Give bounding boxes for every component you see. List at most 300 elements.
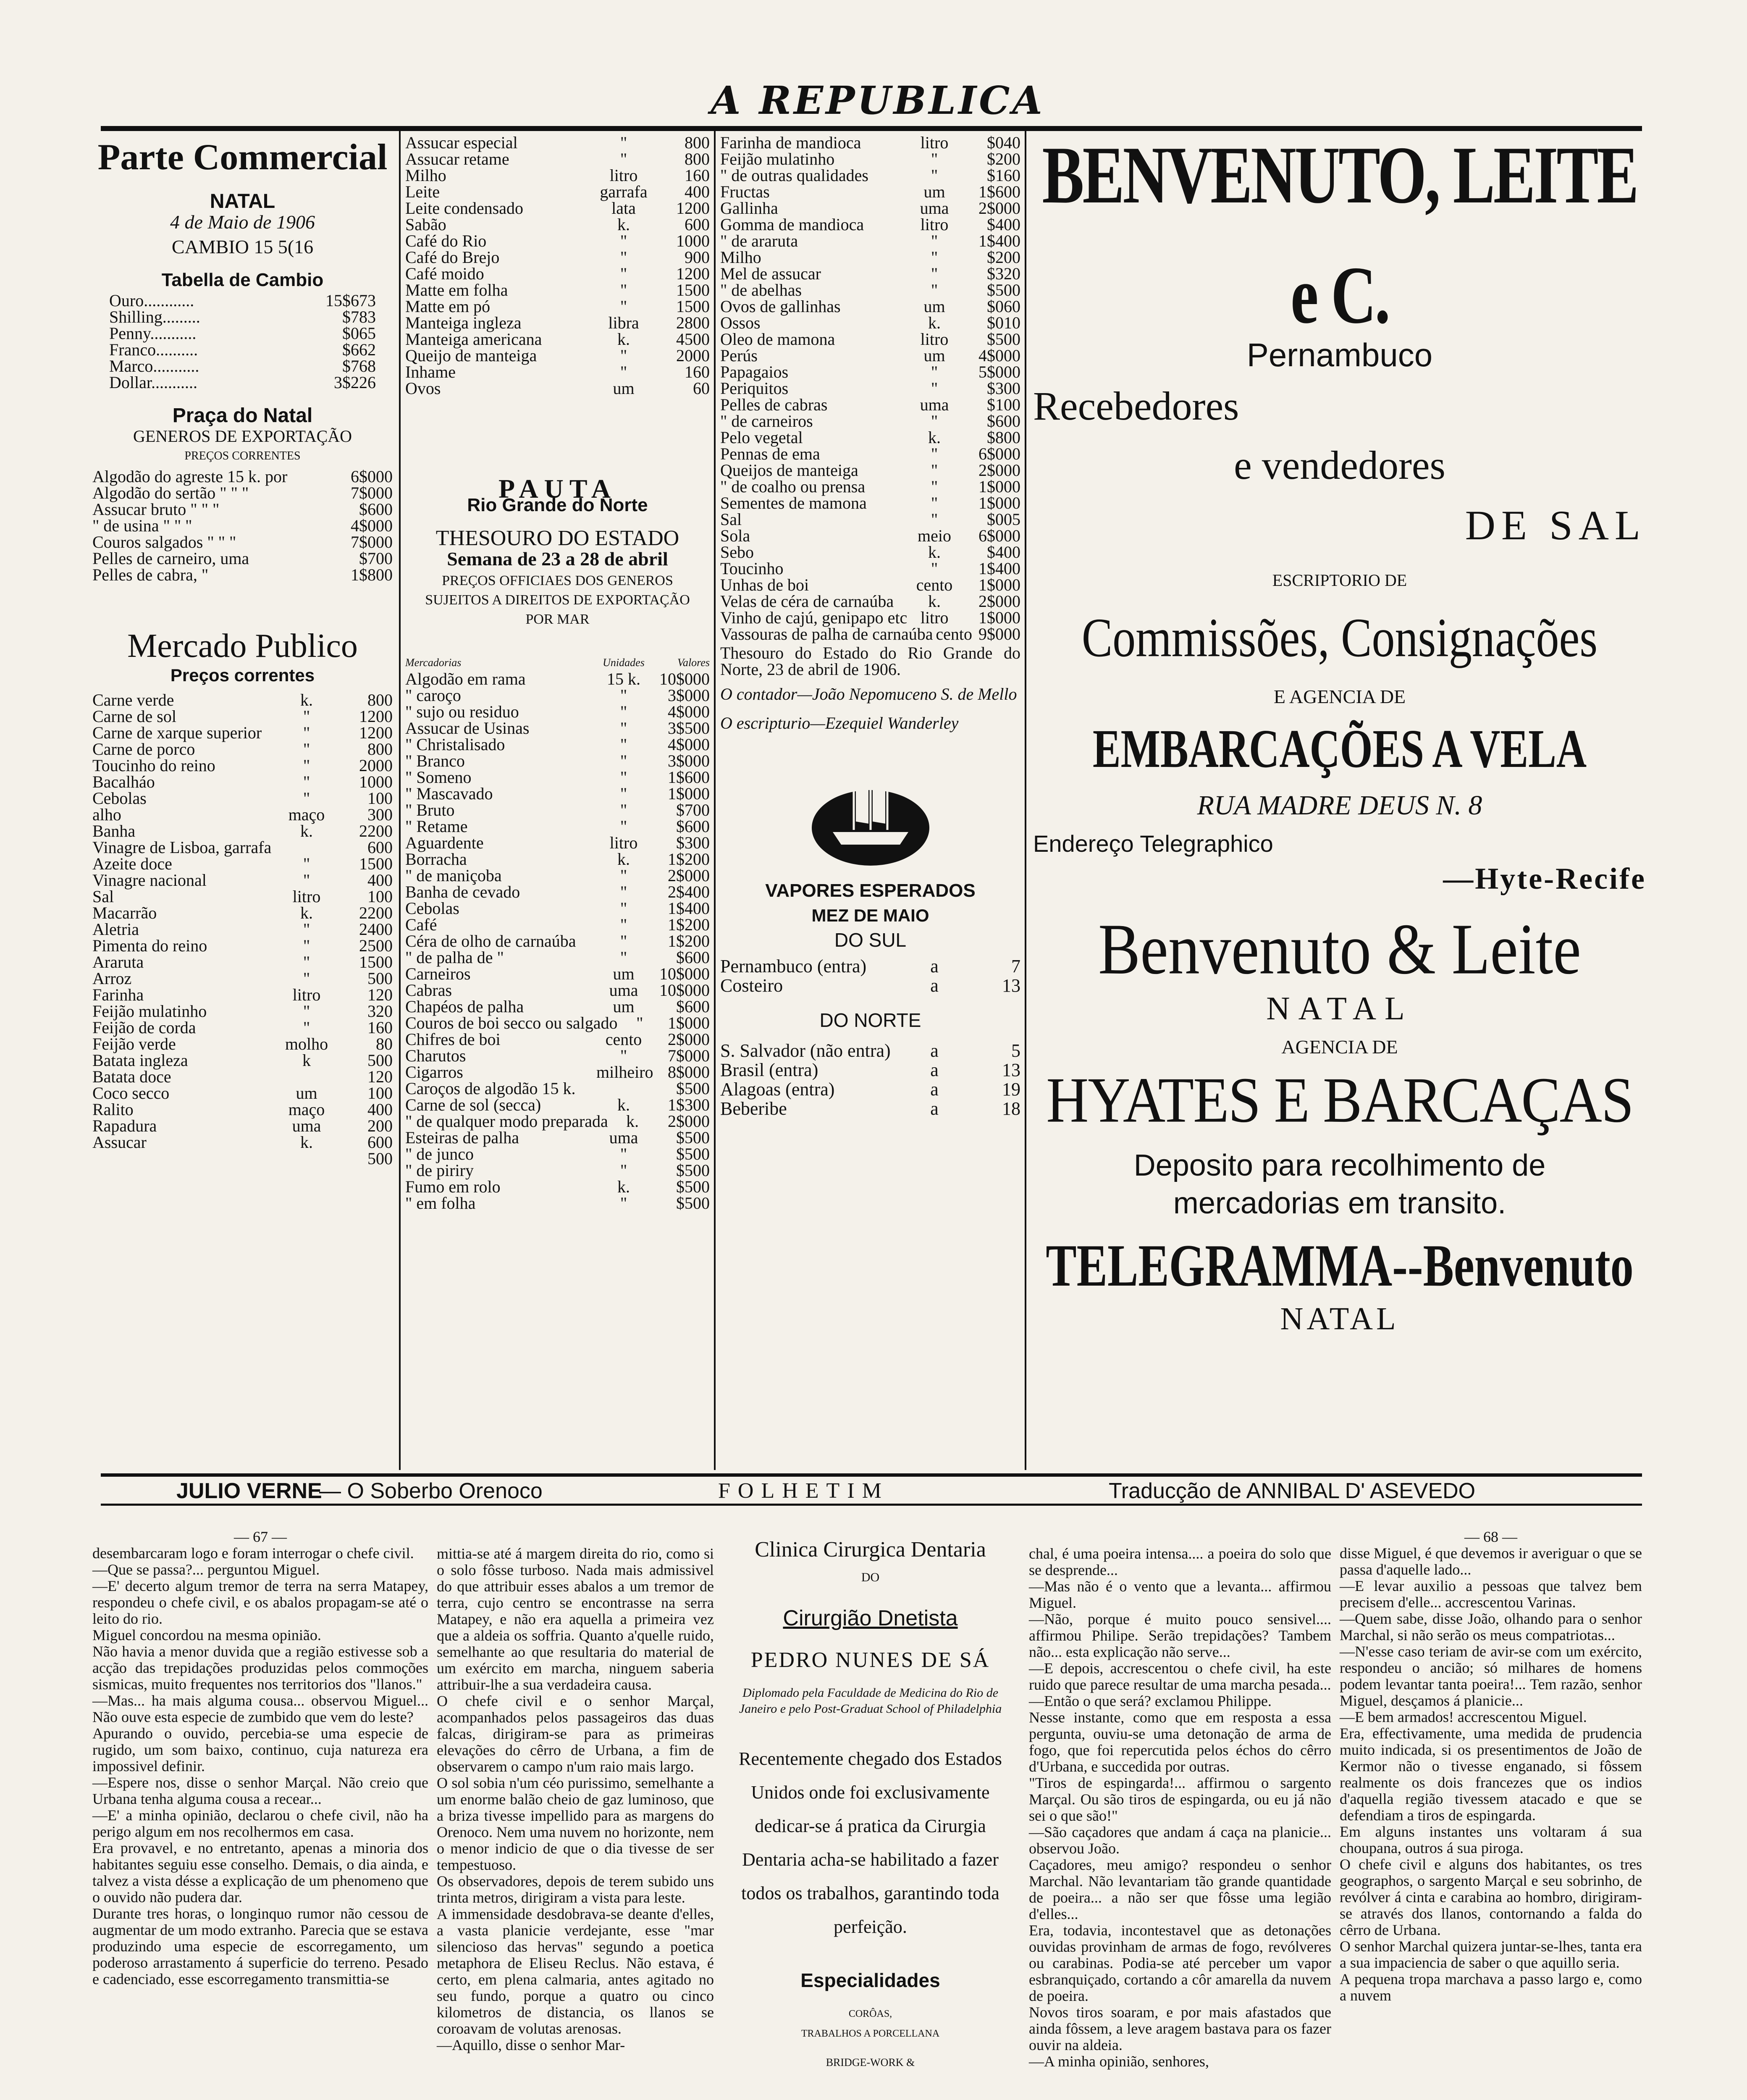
item-price: $300 [676,833,710,852]
item-unit: um [613,379,635,398]
item-unit: um [613,997,635,1016]
item-unit: um [613,964,635,983]
price-row [92,468,393,485]
thesouro-note: Thesouro do Estado do Rio Grande do Norte, 23 de abril de 1906. [720,643,1020,679]
item-unit: " [620,915,627,934]
column-vapores [720,134,1020,1470]
item-price: 200 [367,1116,393,1135]
price-row [92,1134,393,1150]
item-name: Periquitos [720,379,789,398]
item-unit: " [620,882,627,901]
item-unit: " [620,932,627,950]
export-value: $700 [359,549,393,568]
page-68: — 68 — [1464,1528,1517,1545]
pauta-table [405,671,710,1211]
item-unit: k. [617,215,630,234]
item-unit: " [620,150,627,168]
item-name: " de piriry [405,1161,474,1180]
sul-list [720,957,1020,995]
item-unit [279,1150,334,1167]
export-value: 7$000 [351,483,393,502]
item-unit: litro [920,608,949,627]
item-price: 1$400 [978,559,1020,578]
item-name: Inhame [405,362,456,381]
item-price: 1500 [676,297,710,316]
item-price: $500 [676,1128,710,1147]
price-row [405,785,710,802]
item-name: Sementes de mamona [720,494,867,512]
item-price: 4500 [676,330,710,349]
price-row [405,818,710,835]
price-row [92,1118,393,1134]
coroas: CORÔAS, [848,2008,892,2019]
item-unit: k. [617,330,630,349]
price-row [405,1080,710,1097]
price-row [405,720,710,736]
price-row [720,609,1020,626]
item-unit: " [303,723,310,742]
price-row [720,626,1020,642]
item-unit: litro [920,215,949,234]
ad-telegraphico: —Hyte-Recife [1443,862,1646,895]
item-price: 1000 [676,231,710,250]
dentist-ad [720,1529,1020,2100]
item-price: 500 [367,969,393,988]
export-name: Assucar bruto " " " [92,500,220,519]
item-unit: " [620,281,627,299]
arrival-label: a [930,1040,939,1061]
item-name: Perús [720,346,758,365]
tabela-title: Tabella de Cambio [161,270,324,290]
price-row [92,888,393,905]
price-row [92,1052,393,1068]
price-row [405,736,710,753]
cambio: CAMBIO 15 5(16 [171,236,314,257]
item-unit: " [620,768,627,787]
price-row [405,1113,710,1129]
price-row [92,692,393,708]
do: DO [861,1570,880,1584]
item-name: Assucar [92,1133,147,1152]
item-name: " de qualquer modo preparada [405,1112,608,1131]
price-row [92,954,393,970]
price-row [92,567,393,583]
export-prices [92,468,393,583]
item-name: " sujo ou residuo [405,702,519,721]
item-price: 2$000 [978,199,1020,218]
item-price: $040 [987,133,1020,152]
price-row [405,315,710,331]
item-price: $320 [987,264,1020,283]
item-price: $005 [987,510,1020,529]
diplomado: Diplomado pela Faculdade de Medicina do Rio de Janeiro e pelo Post-Graduat School of Philadelphia [739,1686,1002,1716]
price-row [405,802,710,818]
item-price: $400 [987,543,1020,562]
item-unit: " [620,784,627,803]
arrival-label: a [930,1098,939,1119]
item-unit: k. [617,850,630,869]
item-price: 2$000 [978,461,1020,480]
item-name: Sal [92,887,114,906]
currency-name: Ouro............ [109,291,194,310]
price-row [92,1036,393,1052]
ad-telegramma: TELEGRAMMA--Benvenuto [1046,1232,1634,1299]
export-name: Algodão do agreste 15 k. por [92,467,288,486]
item-unit: molho [285,1034,328,1053]
price-row [109,309,376,325]
price-row [405,364,710,380]
item-unit: " [931,559,938,578]
grocery-prices [405,134,710,396]
item-price: $400 [987,215,1020,234]
item-price: 400 [367,1100,393,1119]
item-unit: " [620,362,627,381]
item-unit: litro [292,985,321,1004]
vapores-title: VAPORES ESPERADOS [765,880,976,901]
item-price: 100 [367,789,393,808]
price-row [92,1085,393,1101]
item-unit: " [620,133,627,152]
price-row [405,687,710,704]
folhetim-label: FOLHETIM [718,1479,889,1503]
item-name: " de maniçoba [405,866,502,885]
item-price: 500 [367,1051,393,1070]
price-row [405,867,710,884]
item-price: $600 [676,997,710,1016]
cirurgiao: Cirurgião Dnetista [783,1606,958,1630]
item-unit [279,1068,334,1085]
item-unit: 15 k. [607,669,640,688]
ad-escriptorio: ESCRIPTORIO DE [1272,571,1407,590]
price-row [92,741,393,757]
item-unit: " [931,166,938,185]
page-67: — 67 — [234,1528,287,1545]
price-row [720,134,1020,151]
price-row [109,292,376,309]
item-name: Pelles de cabras [720,395,828,414]
item-unit: cento [916,575,953,594]
novel-text: desembarcaram logo e foram interrogar o chefe civil. —Que se passa?... perguntou Miguel. —E' decerto algum tremor de terra na serra Matapey, respondeu o chefe civil, e os abalos propagam-se até o leito do rio. Miguel concordou na mesma opinião. Não havia a menor duvida que a região estivesse sob a acção das trepidações produzidas pelos commoções sismicas, muito frequentes nos territorios dos "llanos." —Mas... ha mais alguma cousa... observou Miguel... Não ouve esta especie de zumbido que vem do leste? Apurando o ouvido, percebia-se uma especie de rugido, um som baixo, continuo, cuja natureza era impossivel definir. —Espere nos, disse o senhor Marçal. Não creio que Urbana tenha alguma cousa a recear... —E' a minha opinião, declarou o chefe civil, não ha perigo algum em nos recolhermos em casa. Era provavel, e no entretanto, apenas a minoria dos habitantes seguiu esse conselho. Demais, o dia ainda, e talvez a vista désse a explicação de um phenomeno que o ouvido não pudera dar. Durante tres horas, o longinquo rumor não cessou de augmentar de um modo extranho. Parecia que se estava produzindo uma especie de escorregamento, um poderoso arrastamento á superficie do terreno. Pesado e cadenciado, esse escorregamento transmittia-se [92,1545,428,1987]
item-unit: cento [936,625,972,643]
item-price: 300 [367,805,393,824]
price-row [92,970,393,987]
item-name: Papagaios [720,362,789,381]
price-row [405,1179,710,1195]
item-name: Couros de boi secco ou salgado [405,1013,618,1032]
item-unit: " [931,281,938,299]
export-name: Pelles de carneiro, uma [92,549,249,568]
item-name: Matte em pó [405,297,491,316]
item-price: 1$000 [978,608,1020,627]
item-unit: k. [626,1112,639,1131]
item-name: Cigarros [405,1063,463,1082]
item-name [92,1150,279,1167]
price-row [92,905,393,921]
item-price: 8$000 [668,1063,710,1082]
currency-value: $065 [342,324,376,343]
arrival-day: 13 [1002,975,1020,996]
item-name: " de palha de " [405,948,504,967]
item-unit: " [620,1194,627,1213]
item-unit: " [620,264,627,283]
export-name: Couros salgados " " " [92,533,236,551]
item-name: Gallinha [720,199,778,218]
item-name: Charutos [405,1046,466,1065]
price-row [720,233,1020,249]
item-price: 800 [367,690,393,709]
thesouro: THESOURO DO ESTADO [435,526,679,550]
item-price: 3$000 [668,751,710,770]
item-price: 120 [367,1067,393,1086]
item-unit: k. [928,592,941,611]
item-name: Assucar de Usinas [405,719,530,738]
col-divider [399,126,401,1470]
price-row [405,1064,710,1080]
price-row [405,380,710,396]
item-unit: " [620,1161,627,1180]
price-row [405,1129,710,1146]
item-unit: " [620,719,627,738]
price-row [405,1162,710,1179]
item-name: alho [92,805,121,824]
price-row [405,916,710,933]
item-name: Sola [720,526,750,545]
price-row [109,341,376,358]
folhetim-col-2 [437,1546,714,2100]
item-name: Carne de sol (secca) [405,1095,541,1114]
price-row [92,550,393,567]
praca-title: Praça do Natal [172,404,313,427]
ad-agencia2: AGENCIA DE [1281,1036,1398,1058]
item-price: $700 [676,801,710,819]
item-unit: " [303,936,310,955]
price-row [720,396,1020,413]
item-unit: lata [611,199,636,218]
item-unit: um [923,297,945,316]
item-name: Feijão mulatinho [92,1002,207,1021]
ad-natal: NATAL [1266,990,1413,1026]
semana: Semana de 23 a 28 de abril [447,548,668,570]
item-name: Carne verde [92,690,174,709]
item-name: " Christalisado [405,735,505,754]
item-price: 900 [685,248,710,267]
item-price: 10$000 [659,669,710,688]
item-name: " Bruto [405,801,455,819]
item-price: 2$000 [668,1030,710,1049]
item-name: Ovos [405,379,441,398]
item-unit: " [303,854,310,873]
item-price: $600 [676,817,710,836]
item-price: 2$000 [978,592,1020,611]
do-norte: DO NORTE [819,1009,921,1031]
item-unit: maço [288,805,325,824]
currency-value: 15$673 [325,291,376,310]
arrival-label: a [930,1060,939,1080]
item-price: 800 [685,133,710,152]
price-row [720,315,1020,331]
price-row [405,851,710,867]
price-row [92,501,393,517]
item-unit [596,1080,651,1097]
item-unit: uma [920,395,949,414]
item-name: Velas de céra de carnaúba [720,592,894,611]
item-name: Ossos [720,313,761,332]
item-name: " Someno [405,768,472,787]
price-row [720,200,1020,216]
item-price: 4$000 [668,702,710,721]
date: 4 de Maio de 1906 [170,211,315,233]
ad-vendedores: e vendedores [1234,443,1445,488]
item-name: Gomma de mandioca [720,215,864,234]
price-row [720,462,1020,478]
price-row [405,216,710,233]
item-price: 1$000 [978,494,1020,512]
export-name: Pelles de cabra, " [92,565,209,584]
ship-name: Costeiro [720,975,783,996]
item-unit: " [931,379,938,398]
item-name: Ralito [92,1100,134,1119]
item-unit: " [620,1046,627,1065]
item-price: 1$600 [978,182,1020,201]
item-unit: " [303,789,310,808]
col-divider [1025,126,1026,1470]
item-unit: k. [928,543,941,562]
item-price: 1500 [676,281,710,299]
item-name: Manteiga ingleza [405,313,522,332]
item-price: 500 [367,1149,393,1168]
item-name: " caroço [405,686,461,705]
item-price: 400 [685,182,710,201]
price-row [405,1146,710,1162]
item-price: 1200 [359,707,393,726]
item-unit: " [620,248,627,267]
item-price: 160 [685,362,710,381]
dentist-name: PEDRO NUNES DE SÁ [750,1648,990,1672]
bridge-work: BRIDGE-WORK & [826,2056,915,2068]
item-name: Farinha de mandioca [720,133,861,152]
price-row [720,1060,1020,1080]
item-name: Cebolas [405,899,459,918]
item-unit: " [303,920,310,939]
item-price: 1000 [359,772,393,791]
item-price: 1$200 [668,850,710,869]
item-unit: garrafa [600,182,648,201]
item-unit: " [620,817,627,836]
currency-value: $662 [342,340,376,359]
item-unit: uma [920,199,949,218]
item-unit: uma [609,981,638,1000]
item-unit: milheiro [596,1063,653,1082]
price-row [720,298,1020,315]
item-unit: " [303,772,310,791]
item-price: 100 [367,887,393,906]
price-row [405,347,710,364]
folhetim-col-1 [92,1529,428,2100]
folhetim-col-3 [1029,1546,1331,2100]
price-row [405,966,710,982]
arrival-day: 5 [1011,1040,1020,1061]
item-name: Fructas [720,182,770,201]
item-price: 320 [367,1002,393,1021]
item-unit: uma [609,1128,638,1147]
currency-name: Penny........... [109,324,197,343]
item-unit: " [931,248,938,267]
item-price: 2$000 [668,866,710,885]
precos-officiaes: PREÇOS OFFICIAES DOS GENEROS SUJEITOS A DIREITOS DE EXPORTAÇÃO POR MAR [425,573,690,627]
city: NATAL [210,190,275,213]
item-price: $500 [676,1194,710,1213]
item-name: Sebo [720,543,754,562]
item-price: 60 [693,379,710,398]
item-price: 6$000 [978,444,1020,463]
mercado-sub: Preços correntes [170,665,315,685]
price-row [720,560,1020,577]
ship-name: Pernambuco (entra) [720,956,867,976]
ad-de-sal: DE SAL [1465,502,1646,549]
price-row [405,933,710,949]
item-name: Vinho de cajú, genipapo etc [720,608,908,627]
item-name: " de carneiros [720,412,813,430]
price-row [109,325,376,341]
item-unit: cento [605,1030,642,1049]
currency-value: $768 [342,357,376,375]
item-price: 2200 [359,822,393,840]
price-row [720,249,1020,265]
item-unit: litro [292,887,321,906]
item-price: $600 [987,412,1020,430]
item-price: $500 [676,1177,710,1196]
price-row [92,823,393,839]
novel-text: mittia-se até á margem direita do rio, como si o solo fôsse turboso. Nada mais admissivel do que attribuir esses abalos a um tremor de terra, cujo centro se encontrasse na serra Matapey, e não era aquella a primeira vez que a aldeia os soffria. Quanto a'quelle ruido, semelhante ao que resultaria do material de um exército em marcha, ninguem saberia attribuir-lhe a sua verdadeira causa. O chefe civil e o senhor Marçal, acompanhados pelos passageiros das duas falcas, dirigiram-se para as primeiras elevações do cêrro de Urbana, a fim de observarem o campo n'um raio mais largo. O sol sobia n'um céo purissimo, semelhante a um enorme balão cheio de gaz luminoso, que a briza tivesse impellido para as margens do Orenoco. Nem uma nuvem no horizonte, nem o menor indicio de que o dia tivesse de ser tempestuoso. Os observadores, depois de terem subido uns trinta metros, dirigiram a vista para leste. A immensidade desdobrava-se deante d'elles, a vasta planicie verdejante, esse "mar silencioso das hervas" segundo a poetica metaphora de Eliseu Reclus. Não estava, é certo, em plena calmaria, antes agitado no seu fundo, porque a quatro ou cinco kilometros de distancia, os llanos se coroavam de volutas arenosas. —Aquillo, disse o senhor Mar- [437,1545,714,2053]
item-price: 800 [367,740,393,759]
item-name: " Retame [405,817,468,836]
tabela-cambio [109,292,376,391]
item-unit: " [931,510,938,529]
contador: O contador—João Nepomuceno S. de Mello [720,685,1017,704]
price-row [720,331,1020,347]
traducao: Traducção de ANNIBAL D' ASEVEDO [1109,1479,1476,1503]
item-name: Toucinho do reino [92,756,215,775]
item-price: 1$400 [978,231,1020,250]
item-unit: " [303,707,310,726]
ship-name: S. Salvador (não entra) [720,1040,891,1061]
item-unit: " [620,231,627,250]
item-name: Batata ingleza [92,1051,188,1070]
item-price: 1$200 [668,915,710,934]
export-value: $600 [359,500,393,519]
ship-icon [808,744,934,870]
header-mercadorias: Mercadorias [405,656,462,669]
price-row [405,884,710,900]
item-price: 400 [367,871,393,890]
item-unit: " [931,264,938,283]
item-unit: " [303,969,310,988]
ad-city: Pernambuco [1246,336,1433,373]
arrival-label: a [930,975,939,996]
pauta-header [405,654,710,671]
do-sul: DO SUL [834,929,907,951]
item-name: Leite condensado [405,199,523,218]
masthead: A REPUBLICA [711,78,1045,123]
price-row [92,1150,393,1167]
price-row [405,949,710,966]
item-name: Cabras [405,981,452,1000]
currency-name: Dollar........... [109,373,197,392]
price-row [405,167,710,184]
price-row [92,839,393,856]
dentist-text: Recentemente chegado dos Estados Unidos onde foi exclusivamente dedicar-se á pratica da Cirurgia Dentaria acha-se habilitado a fazer todos os trabalhos, garantindo toda perfeição. [739,1748,1002,1937]
benvenuto-ad [1033,130,1646,1470]
